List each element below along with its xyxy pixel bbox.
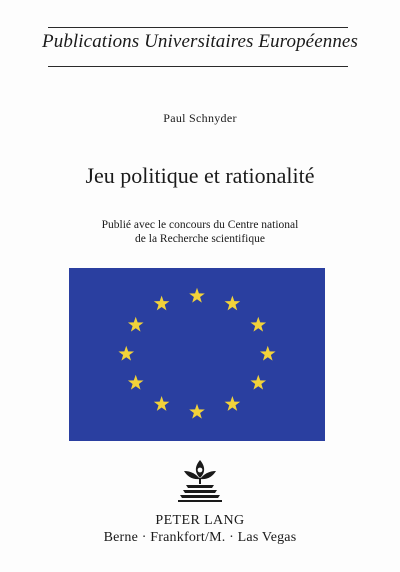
star-icon bbox=[250, 317, 266, 332]
star-icon bbox=[225, 296, 241, 311]
publisher-cities: Berne · Frankfort/M. · Las Vegas bbox=[103, 530, 297, 545]
star-icon bbox=[189, 288, 205, 303]
author-name: Paul Schnyder bbox=[163, 111, 237, 125]
european-union-flag-icon bbox=[69, 268, 325, 441]
book-title: Jeu politique et rationalité bbox=[85, 163, 315, 188]
star-icon bbox=[154, 396, 170, 411]
publisher-name: PETER LANG bbox=[155, 513, 245, 528]
book-subtitle bbox=[0, 218, 400, 246]
star-icon bbox=[260, 346, 276, 361]
peter-lang-logo-icon bbox=[176, 458, 224, 504]
star-icon bbox=[154, 296, 170, 311]
star-icon bbox=[128, 317, 144, 332]
star-icon bbox=[250, 375, 266, 390]
bottom-rule bbox=[48, 66, 348, 67]
subtitle-line-2: de la Recherche scientifique bbox=[135, 233, 265, 245]
subtitle-line-1: Publié avec le concours du Centre national bbox=[101, 219, 299, 231]
star-icon bbox=[128, 375, 144, 390]
top-rule bbox=[48, 27, 348, 28]
flag-graphic bbox=[69, 268, 325, 441]
star-icon bbox=[225, 396, 241, 411]
star-icon bbox=[189, 404, 205, 419]
series-title: Publications Universitaires Européennes bbox=[42, 31, 358, 52]
star-icon bbox=[118, 346, 134, 361]
